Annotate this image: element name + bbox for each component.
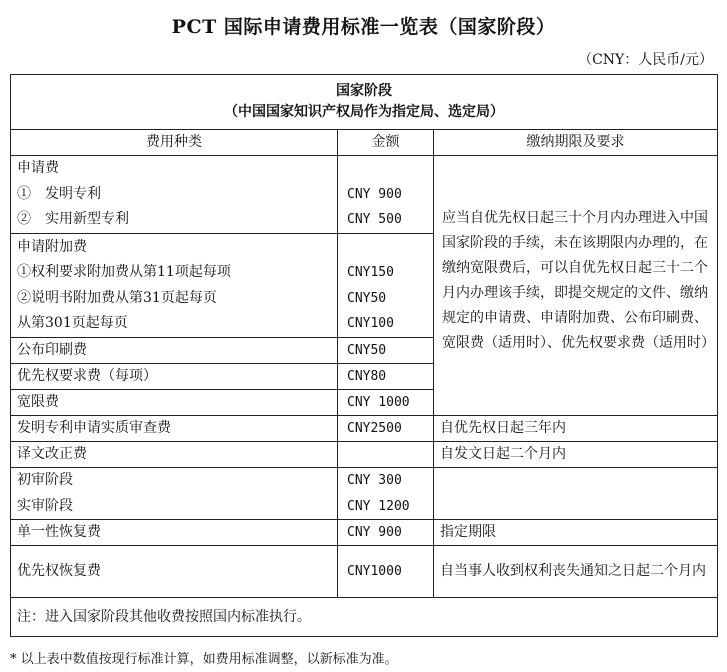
additional-fee-item1: ①权利要求附加费从第11项起每项 xyxy=(17,264,231,280)
application-fee-cell xyxy=(11,156,338,234)
additional-fee-title: 申请附加费 xyxy=(17,238,87,255)
application-fee-item2: ② 实用新型专利 xyxy=(17,211,129,228)
table-row xyxy=(11,442,718,468)
additional-fee-amount1: CNY150 xyxy=(347,265,394,280)
exam-fee-label: 发明专利申请实质审查费 xyxy=(11,416,338,442)
table-header xyxy=(11,75,718,130)
printing-fee-label: 公布印刷费 xyxy=(11,338,338,364)
priority-restore-fee-requirement: 自当事人收到权利丧失通知之日起二个月内 xyxy=(434,546,718,598)
application-fee-item1: ① 发明专利 xyxy=(17,185,101,202)
table-row xyxy=(11,156,718,234)
fee-table xyxy=(10,74,718,637)
footnote: * 以上表中数值按现行标准计算，如费用标准调整，以新标准为准。 xyxy=(10,652,398,667)
header-line1: 国家阶段 xyxy=(336,83,393,99)
stage-fee-amount2: CNY 1200 xyxy=(347,498,410,514)
column-header-fee-type: 费用种类 xyxy=(11,130,338,156)
priority-restore-fee-amount: CNY1000 xyxy=(338,546,434,598)
table-row xyxy=(11,468,718,520)
translation-fee-requirement: 自发文日起二个月内 xyxy=(434,442,718,468)
priority-fee-label: 优先权要求费（每项） xyxy=(11,364,338,390)
application-fee-title: 申请费 xyxy=(17,160,59,177)
priority-restore-fee-label: 优先权恢复费 xyxy=(11,546,338,598)
stage-fee-requirement xyxy=(434,468,718,520)
additional-fee-amount3: CNY100 xyxy=(347,316,394,331)
currency-unit: （CNY：人民币/元） xyxy=(578,52,713,68)
stage-fee-amount-cell xyxy=(338,468,434,520)
column-header-amount: 金额 xyxy=(338,130,434,156)
exam-fee-requirement: 自优先权日起三年内 xyxy=(434,416,718,442)
application-fee-amount2: CNY 500 xyxy=(347,212,402,228)
stage-fee-label2: 实审阶段 xyxy=(17,497,73,514)
header-line2: （中国国家知识产权局作为指定局、选定局） xyxy=(224,104,505,120)
exam-fee-amount: CNY2500 xyxy=(338,416,434,442)
grace-fee-label: 宽限费 xyxy=(11,390,338,416)
translation-fee-label: 译文改正费 xyxy=(11,442,338,468)
additional-fee-cell xyxy=(11,234,338,338)
grace-fee-amount: CNY 1000 xyxy=(338,390,434,416)
column-header-row xyxy=(11,130,718,156)
table-note: 注：进入国家阶段其他收费按照国内标准执行。 xyxy=(11,598,718,637)
table-row xyxy=(11,546,718,598)
application-fee-amount1: CNY 900 xyxy=(347,186,402,202)
additional-fee-item2: ②说明书附加费从第31页起每页 xyxy=(17,289,217,306)
translation-fee-amount xyxy=(338,442,434,468)
unity-fee-label: 单一性恢复费 xyxy=(11,520,338,546)
additional-fee-item3: 从第301页起每页 xyxy=(17,315,128,331)
unity-fee-requirement: 指定期限 xyxy=(434,520,718,546)
additional-fee-amount2: CNY50 xyxy=(347,290,387,306)
stage-fee-label1: 初审阶段 xyxy=(17,472,73,488)
priority-fee-amount: CNY80 xyxy=(338,364,434,390)
unity-fee-amount: CNY 900 xyxy=(338,520,434,546)
stage-fee-amount1: CNY 300 xyxy=(347,473,402,488)
printing-fee-amount: CNY50 xyxy=(338,338,434,364)
table-row xyxy=(11,520,718,546)
page-title: PCT 国际申请费用标准一览表（国家阶段） xyxy=(171,16,556,38)
note-row xyxy=(11,598,718,637)
stage-fee-cell xyxy=(11,468,338,520)
table-header-row xyxy=(11,75,718,130)
table-row xyxy=(11,416,718,442)
application-fee-amount-cell xyxy=(338,156,434,234)
additional-fee-amount-cell xyxy=(338,234,434,338)
column-header-requirement: 缴纳期限及要求 xyxy=(434,130,718,156)
entry-requirement-text: 应当自优先权日起三十个月内办理进入中国国家阶段的手续，未在该期限内办理的，在缴纳宽限费后，可以自优先权日起三十二个月内办理该手续，即提交规定的文件、缴纳规定的申请费、申请附加费、公布印刷费、宽限费（适用时）、优先权要求费（适用时） xyxy=(442,209,715,351)
entry-requirement-cell xyxy=(434,156,718,416)
